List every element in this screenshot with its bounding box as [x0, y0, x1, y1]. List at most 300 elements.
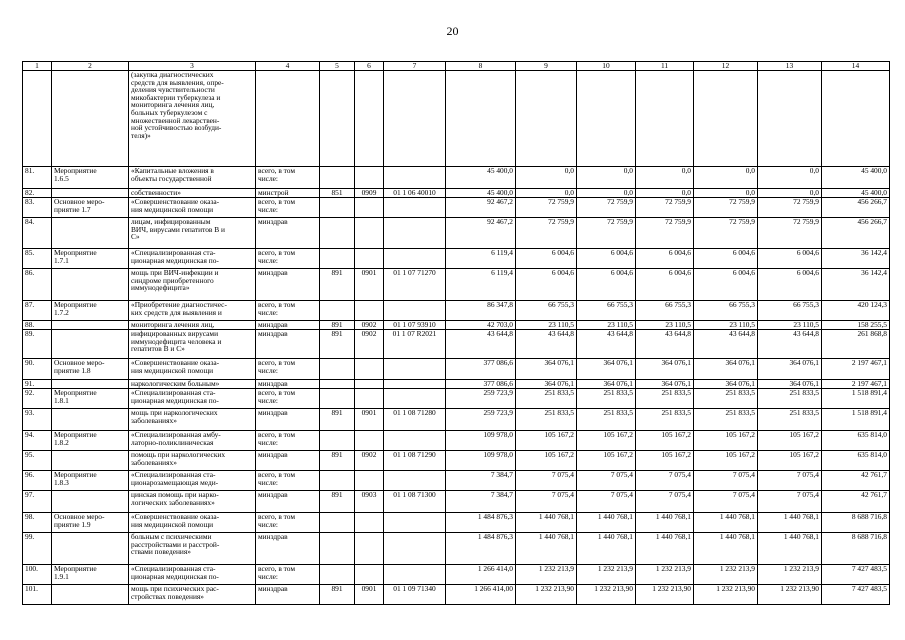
table-cell: 7 384,7 [446, 491, 516, 513]
table-cell: 364 076,1 [636, 380, 694, 389]
table-cell [384, 359, 446, 380]
table-cell: 72 759,9 [577, 198, 636, 218]
table-cell: 84. [23, 218, 52, 249]
table-cell: 1 440 768,1 [577, 533, 636, 565]
table-cell: 251 833,5 [636, 389, 694, 409]
table-cell: 0901 [355, 269, 384, 301]
table-cell: 1 440 768,1 [694, 513, 758, 533]
table-cell: 105 167,2 [694, 451, 758, 471]
table-cell [320, 198, 355, 218]
table-cell: 01 1 06 40010 [384, 189, 446, 198]
table-cell: 1 232 213,90 [694, 585, 758, 605]
table-cell: 456 266,7 [822, 198, 890, 218]
table-cell: 90. [23, 359, 52, 380]
column-header: 3 [129, 62, 256, 71]
table-cell: 635 814,0 [822, 451, 890, 471]
table-cell: 105 167,2 [516, 451, 577, 471]
table-cell: 66 755,3 [516, 301, 577, 321]
table-cell [320, 565, 355, 585]
table-cell: 6 004,6 [636, 249, 694, 269]
table-cell: 251 833,5 [758, 409, 822, 431]
table-cell: 1 440 768,1 [636, 513, 694, 533]
table-cell: 7 075,4 [758, 471, 822, 491]
table-cell: всего, в том числе: [256, 565, 320, 585]
table-cell: 01 1 07 71270 [384, 269, 446, 301]
table-cell: 891 [320, 409, 355, 431]
table-cell: 23 110,5 [694, 321, 758, 330]
table-cell: 0,0 [577, 189, 636, 198]
table-cell: 0,0 [516, 167, 577, 189]
table-cell: 364 076,1 [516, 380, 577, 389]
column-header: 1 [23, 62, 52, 71]
table-row [23, 451, 890, 471]
table-cell: всего, в том числе: [256, 431, 320, 451]
table-cell: всего, в том числе: [256, 513, 320, 533]
column-header: 11 [636, 62, 694, 71]
table-cell: 43 644,8 [694, 330, 758, 359]
table-cell: Мероприятие 1.7.1 [52, 249, 129, 269]
table-cell: 6 004,6 [694, 249, 758, 269]
table-cell: 109 978,0 [446, 431, 516, 451]
table-cell: 72 759,9 [758, 198, 822, 218]
table-cell [355, 71, 384, 167]
table-cell: 23 110,5 [758, 321, 822, 330]
table-cell: 891 [320, 451, 355, 471]
table-cell [446, 71, 516, 167]
table-cell: 1 232 213,90 [516, 585, 577, 605]
table-cell [355, 167, 384, 189]
table-cell: 72 759,9 [516, 198, 577, 218]
table-cell: 1 484 876,3 [446, 513, 516, 533]
table-cell: 7 075,4 [694, 491, 758, 513]
table-cell: 251 833,5 [636, 409, 694, 431]
table-cell [355, 301, 384, 321]
column-header: 2 [52, 62, 129, 71]
table-cell [384, 565, 446, 585]
table-cell: 7 075,4 [758, 491, 822, 513]
table-cell: 23 110,5 [636, 321, 694, 330]
column-header: 13 [758, 62, 822, 71]
table-cell: 0,0 [694, 167, 758, 189]
table-cell: 7 075,4 [577, 491, 636, 513]
table-cell: 81. [23, 167, 52, 189]
table-cell: всего, в том числе: [256, 167, 320, 189]
table-cell: 1 484 876,3 [446, 533, 516, 565]
table-cell: 7 075,4 [694, 471, 758, 491]
table-cell: 0903 [355, 491, 384, 513]
table-cell [320, 533, 355, 565]
table-cell: Мероприятие 1.7.2 [52, 301, 129, 321]
table-cell: 01 1 07 93910 [384, 321, 446, 330]
table-cell [355, 565, 384, 585]
table-cell: 93. [23, 409, 52, 431]
table-cell [355, 533, 384, 565]
table-cell: 1 232 213,9 [577, 565, 636, 585]
table-cell [384, 471, 446, 491]
table-cell: 105 167,2 [758, 431, 822, 451]
table-cell: 72 759,9 [577, 218, 636, 249]
table-cell: мониторинга лечения лиц, [129, 321, 256, 330]
table-cell: 105 167,2 [636, 431, 694, 451]
table-cell: 158 255,5 [822, 321, 890, 330]
table-row [23, 301, 890, 321]
table-cell: Мероприятие 1.8.3 [52, 471, 129, 491]
table-cell: 7 075,4 [636, 471, 694, 491]
table-cell: 364 076,1 [758, 359, 822, 380]
table-cell: лицам, инфицированным ВИЧ, вирусами гепатитов В и С» [129, 218, 256, 249]
table-cell [52, 585, 129, 605]
table-cell: 42 761,7 [822, 471, 890, 491]
table-cell: Мероприятие 1.8.2 [52, 431, 129, 451]
table-cell: 1 232 213,9 [694, 565, 758, 585]
table-cell: (закупка диагностических средств для выявления, опре- деления чувствительности микобактерии туберкулеза и мониторинга лечения лиц, больных туберкулезом с множественной лекарствен- ной устойчивостью возбуди- теля)» [129, 71, 256, 167]
table-cell: помощь при наркологических заболеваниях» [129, 451, 256, 471]
table-header-row [23, 62, 890, 71]
table-cell: 87. [23, 301, 52, 321]
table-row [23, 585, 890, 605]
table-cell: 83. [23, 198, 52, 218]
table-cell: 92. [23, 389, 52, 409]
table-cell [52, 330, 129, 359]
table-cell [52, 533, 129, 565]
table-cell: «Специализированная ста- ционарная медицинская по- [129, 565, 256, 585]
table-cell: 0902 [355, 451, 384, 471]
table-cell: 1 232 213,9 [758, 565, 822, 585]
table-cell: 01 1 09 71340 [384, 585, 446, 605]
table-cell [384, 71, 446, 167]
table-cell: «Специализированная ста- ционарная медицинская по- [129, 389, 256, 409]
table-cell: 105 167,2 [516, 431, 577, 451]
table-cell: 1 232 213,9 [516, 565, 577, 585]
table-cell: 86. [23, 269, 52, 301]
table-cell: 6 004,6 [694, 269, 758, 301]
table-cell: 72 759,9 [694, 198, 758, 218]
table-cell: 82. [23, 189, 52, 198]
table-row [23, 565, 890, 585]
table-cell: 1 440 768,1 [516, 533, 577, 565]
table-cell: 1 440 768,1 [694, 533, 758, 565]
table-cell: 6 004,6 [516, 249, 577, 269]
table-cell [52, 380, 129, 389]
table-cell: 6 004,6 [516, 269, 577, 301]
table-cell: 01 1 08 71280 [384, 409, 446, 431]
table-cell: 1 440 768,1 [758, 513, 822, 533]
table-cell: 43 644,8 [577, 330, 636, 359]
table-cell: 0909 [355, 189, 384, 198]
table-cell: 2 197 467,1 [822, 380, 890, 389]
table-row [23, 71, 890, 167]
table-cell: 86 347,8 [446, 301, 516, 321]
table-cell [355, 198, 384, 218]
table-cell: 891 [320, 585, 355, 605]
table-cell: 6 004,6 [636, 269, 694, 301]
table-cell [320, 218, 355, 249]
table-cell: 251 833,5 [694, 389, 758, 409]
table-cell: 0,0 [636, 189, 694, 198]
table-cell [320, 359, 355, 380]
table-cell: 43 644,8 [636, 330, 694, 359]
table-cell: 6 119,4 [446, 269, 516, 301]
table-cell: 1 232 213,90 [577, 585, 636, 605]
table-row [23, 513, 890, 533]
table-cell: 0,0 [636, 167, 694, 189]
table-row [23, 269, 890, 301]
table-cell: больным с психическими расстройствами и расстрой- ствами поведения» [129, 533, 256, 565]
table-cell [384, 533, 446, 565]
table-cell [52, 269, 129, 301]
table-row [23, 218, 890, 249]
table-cell: 45 400,0 [822, 167, 890, 189]
table-cell: 01 1 08 71300 [384, 491, 446, 513]
table-cell: 1 518 891,4 [822, 389, 890, 409]
table-cell: цинская помощь при нарко- логических заболеваниях» [129, 491, 256, 513]
table-cell [320, 389, 355, 409]
table-cell: минздрав [256, 409, 320, 431]
table-cell [320, 301, 355, 321]
table-cell: 851 [320, 189, 355, 198]
table-cell: 0,0 [516, 189, 577, 198]
table-cell: 7 384,7 [446, 471, 516, 491]
table-cell [384, 431, 446, 451]
table-cell [384, 301, 446, 321]
table-cell: 01 1 07 R2021 [384, 330, 446, 359]
table-cell: 6 004,6 [758, 249, 822, 269]
table-cell: всего, в том числе: [256, 389, 320, 409]
table-cell: 364 076,1 [577, 359, 636, 380]
table-cell: 251 833,5 [758, 389, 822, 409]
table-cell: 105 167,2 [694, 431, 758, 451]
table-cell: 72 759,9 [516, 218, 577, 249]
table-cell [384, 389, 446, 409]
table-row [23, 249, 890, 269]
table-cell: 7 075,4 [636, 491, 694, 513]
table-cell [384, 218, 446, 249]
table-cell: 891 [320, 330, 355, 359]
table-cell: минздрав [256, 533, 320, 565]
table-cell: всего, в том числе: [256, 301, 320, 321]
table-row [23, 380, 890, 389]
table-cell [355, 249, 384, 269]
table-cell: 99. [23, 533, 52, 565]
table-cell [52, 451, 129, 471]
table-cell: 42 761,7 [822, 491, 890, 513]
table-cell: 23 110,5 [577, 321, 636, 330]
table-cell: 91. [23, 380, 52, 389]
table-cell: 94. [23, 431, 52, 451]
table-cell: 377 086,6 [446, 359, 516, 380]
table-cell: 8 688 716,8 [822, 533, 890, 565]
table-row [23, 330, 890, 359]
table-cell [52, 71, 129, 167]
table-cell [384, 167, 446, 189]
table-cell: 364 076,1 [694, 380, 758, 389]
table-cell [636, 71, 694, 167]
table-cell [320, 431, 355, 451]
table-cell: 1 440 768,1 [516, 513, 577, 533]
table-cell: 251 833,5 [577, 389, 636, 409]
table-cell: 66 755,3 [694, 301, 758, 321]
table-cell [52, 491, 129, 513]
table-cell: 1 266 414,00 [446, 585, 516, 605]
table-cell: 88. [23, 321, 52, 330]
table-cell: 251 833,5 [694, 409, 758, 431]
table-cell: 364 076,1 [636, 359, 694, 380]
table-cell: 259 723,9 [446, 409, 516, 431]
table-cell: 891 [320, 491, 355, 513]
table-cell: 7 427 483,5 [822, 585, 890, 605]
table-cell: минздрав [256, 451, 320, 471]
table-cell: 72 759,9 [758, 218, 822, 249]
table-cell: всего, в том числе: [256, 471, 320, 491]
table-cell [577, 71, 636, 167]
table-cell [384, 380, 446, 389]
table-cell [52, 321, 129, 330]
table-cell: 36 142,4 [822, 269, 890, 301]
table-cell [355, 389, 384, 409]
table-cell [516, 71, 577, 167]
table-cell [320, 167, 355, 189]
table-cell: минздрав [256, 321, 320, 330]
table-cell: 66 755,3 [758, 301, 822, 321]
table-cell: 36 142,4 [822, 249, 890, 269]
table-cell: 0901 [355, 585, 384, 605]
table-cell: 72 759,9 [694, 218, 758, 249]
table-cell: «Совершенствование оказа- ния медицинской помощи [129, 513, 256, 533]
table-cell: 109 978,0 [446, 451, 516, 471]
table-cell: минздрав [256, 218, 320, 249]
table-cell: 01 1 08 71290 [384, 451, 446, 471]
table-cell [52, 189, 129, 198]
table-cell: минздрав [256, 380, 320, 389]
table-row [23, 359, 890, 380]
table-cell [320, 471, 355, 491]
table-cell: Мероприятие 1.9.1 [52, 565, 129, 585]
table-cell [256, 71, 320, 167]
table-cell: 0902 [355, 330, 384, 359]
table-cell: 45 400,0 [446, 189, 516, 198]
table-cell: 45 400,0 [446, 167, 516, 189]
table-cell: «Совершенствование оказа- ния медицинской помощи [129, 198, 256, 218]
table-cell: 101. [23, 585, 52, 605]
table-cell: 259 723,9 [446, 389, 516, 409]
table-cell: 89. [23, 330, 52, 359]
table-cell [320, 71, 355, 167]
table-cell: 43 644,8 [446, 330, 516, 359]
table-cell: 92 467,2 [446, 198, 516, 218]
table-cell: 66 755,3 [636, 301, 694, 321]
table-row [23, 167, 890, 189]
table-cell: 1 518 891,4 [822, 409, 890, 431]
table-cell: 7 075,4 [516, 471, 577, 491]
table-row [23, 533, 890, 565]
column-header: 12 [694, 62, 758, 71]
table-cell: «Специализированная ста- ционарная медицинская по- [129, 249, 256, 269]
table-cell: минстрой [256, 189, 320, 198]
table-cell: 420 124,3 [822, 301, 890, 321]
table-cell: Основное меро- приятие 1.8 [52, 359, 129, 380]
table-cell: 251 833,5 [577, 409, 636, 431]
table-row [23, 471, 890, 491]
table-cell [355, 513, 384, 533]
table-cell: 6 004,6 [577, 269, 636, 301]
table-cell: 1 232 213,90 [758, 585, 822, 605]
table-cell: инфицированных вирусами иммунодефицита человека и гепатитов В и С» [129, 330, 256, 359]
table-cell: 2 197 467,1 [822, 359, 890, 380]
table-cell: мощь при ВИЧ-инфекции и синдроме приобретенного иммунодефицита» [129, 269, 256, 301]
table-cell: минздрав [256, 330, 320, 359]
table-cell: 72 759,9 [636, 218, 694, 249]
table-cell: «Специализированная амбу- латорно-поликлиническая [129, 431, 256, 451]
table-cell: 105 167,2 [758, 451, 822, 471]
table-cell: 92 467,2 [446, 218, 516, 249]
table-row [23, 389, 890, 409]
table-cell [355, 218, 384, 249]
column-header: 6 [355, 62, 384, 71]
table-cell: 98. [23, 513, 52, 533]
table-cell: 72 759,9 [636, 198, 694, 218]
table-cell: всего, в том числе: [256, 359, 320, 380]
table-cell: 0,0 [694, 189, 758, 198]
table-cell [822, 71, 890, 167]
table-cell: 85. [23, 249, 52, 269]
table-cell: 1 440 768,1 [636, 533, 694, 565]
table-cell: 0,0 [758, 167, 822, 189]
table-cell: 1 232 213,9 [636, 565, 694, 585]
column-header: 7 [384, 62, 446, 71]
table-cell: 45 400,0 [822, 189, 890, 198]
table-cell: 43 644,8 [516, 330, 577, 359]
table-cell: минздрав [256, 491, 320, 513]
table-cell: Мероприятие 1.8.1 [52, 389, 129, 409]
table-cell: 0,0 [577, 167, 636, 189]
table-cell: всего, в том числе: [256, 249, 320, 269]
column-header: 10 [577, 62, 636, 71]
table-cell [694, 71, 758, 167]
table-cell [320, 513, 355, 533]
table-cell: «Совершенствование оказа- ния медицинской помощи [129, 359, 256, 380]
table-cell: мощь при психических рас- стройствах поведения» [129, 585, 256, 605]
column-header: 4 [256, 62, 320, 71]
table-cell: 0902 [355, 321, 384, 330]
table-cell: 97. [23, 491, 52, 513]
table-cell: 23 110,5 [516, 321, 577, 330]
table-cell: 0901 [355, 409, 384, 431]
table-cell: 1 266 414,0 [446, 565, 516, 585]
table-cell: минздрав [256, 585, 320, 605]
table-cell: 95. [23, 451, 52, 471]
table-cell: 6 119,4 [446, 249, 516, 269]
column-header: 5 [320, 62, 355, 71]
table-cell: 1 232 213,90 [636, 585, 694, 605]
page-number: 20 [446, 24, 459, 38]
budget-table [22, 61, 890, 605]
table-cell: 364 076,1 [694, 359, 758, 380]
table-cell: Мероприятие 1.6.5 [52, 167, 129, 189]
table-cell: 66 755,3 [577, 301, 636, 321]
table-row [23, 409, 890, 431]
table-cell [320, 249, 355, 269]
table-cell [355, 359, 384, 380]
table-cell: 891 [320, 321, 355, 330]
table-cell [320, 380, 355, 389]
table-cell: 456 266,7 [822, 218, 890, 249]
table-cell: 105 167,2 [577, 451, 636, 471]
table-cell [52, 218, 129, 249]
table-cell: 6 004,6 [758, 269, 822, 301]
table-cell: 377 086,6 [446, 380, 516, 389]
table-cell: 364 076,1 [758, 380, 822, 389]
table-cell: «Специализированная ста- ционарозамещающая меди- [129, 471, 256, 491]
